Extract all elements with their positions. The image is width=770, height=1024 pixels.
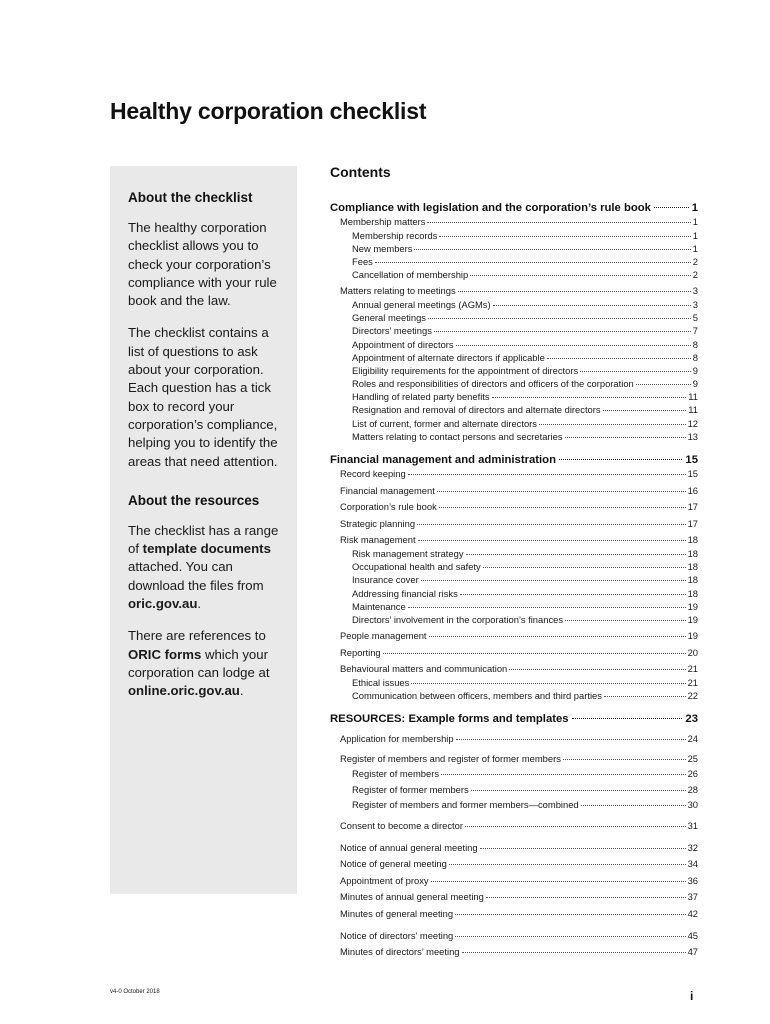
toc-entry[interactable] [330,930,698,944]
toc-entry-page: 30 [687,798,698,810]
toc-entry-label: Occupational health and safety [352,561,481,573]
toc-entry-page: 17 [687,517,698,529]
toc-entry[interactable] [330,647,698,661]
toc-section[interactable] [330,202,698,216]
toc-entry-page: 31 [687,820,698,831]
leader-dots [417,524,686,525]
toc-entry-page: 37 [687,891,698,903]
about-resources-para-2 [128,627,288,700]
toc-entry[interactable] [330,858,698,872]
about-checklist-para-2: The checklist contains a list of questions to ask about your corporation. Each question has a tick box to record your corporation’s compliance, helping you to identify the areas that need attention. [128,325,278,469]
toc-entry-label: Insurance cover [352,574,419,586]
table-of-contents [330,164,698,960]
leader-dots [437,491,686,492]
toc-entry[interactable] [330,468,698,482]
toc-entry-page: 18 [687,534,698,546]
toc-entry-page: 2 [692,255,698,267]
toc-entry-label: Minutes of general meeting [340,907,454,919]
page-title: Healthy corporation checklist [110,98,427,124]
toc-entry-label: Annual general meetings (AGMs) [352,298,491,310]
toc-entry[interactable] [330,216,698,230]
toc-entry-page: 19 [687,630,698,642]
toc-entry-page: 7 [692,325,698,337]
toc-entry-label: New members [352,242,413,254]
leader-dots [565,620,686,621]
toc-entry-page: 16 [687,484,698,496]
leader-dots [471,790,686,791]
toc-entry[interactable] [330,501,698,515]
footer-page-number: i [690,989,694,1003]
leader-dots [466,554,686,555]
toc-entry-label: Ethical issues [352,676,410,688]
toc-entry-page: 17 [687,501,698,513]
leader-dots [547,358,691,359]
leader-dots [604,696,686,697]
toc-entry-label: Financial management [340,484,435,496]
toc-subentry[interactable] [330,574,698,587]
toc-entry-label: Minutes of annual general meeting [340,891,484,903]
toc-subentry[interactable] [330,243,698,256]
leader-dots [603,410,687,411]
toc-entry[interactable] [330,630,698,644]
leader-dots [654,207,689,208]
toc-entry-page: 3 [692,298,698,310]
leader-dots [559,459,682,460]
toc-entry-page: 9 [692,364,698,376]
toc-entry-page: 1 [692,216,698,227]
toc-entry-label: General meetings [352,312,426,324]
toc-entry-label: Membership records [352,229,438,241]
toc-entry-page: 8 [692,351,698,363]
leader-dots [421,580,686,581]
about-resources-heading: About the resources [128,492,260,508]
toc-entry[interactable] [330,820,698,834]
toc-entry-label: Reporting [340,646,381,658]
leader-dots [449,864,686,865]
toc-entry[interactable] [330,518,698,532]
toc-entry-label: Eligibility requirements for the appointment of directors [352,364,579,376]
toc-entry-label: Notice of annual general meeting [340,841,478,853]
leader-dots [493,305,691,306]
toc-entry-page: 5 [692,312,698,324]
toc-subentry[interactable] [330,339,698,352]
online-oric-link[interactable]: online.oric.gov.au [128,683,240,699]
toc-entry-page: 18 [687,574,698,586]
toc-subentry[interactable] [330,256,698,269]
leader-dots [486,897,686,898]
toc-entry[interactable] [330,285,698,299]
toc-entry[interactable] [330,753,698,767]
toc-section-title: RESOURCES: Example forms and templates [330,713,569,726]
toc-subentry[interactable] [330,768,698,781]
leader-dots [408,607,686,608]
toc-subentry[interactable] [330,404,698,417]
leader-dots [414,249,690,250]
toc-entry-label: Appointment of alternate directors if applicable [352,351,545,363]
toc-subentry[interactable] [330,325,698,338]
leader-dots [460,594,686,595]
leader-dots [434,331,691,332]
toc-entry-label: Communication between officers, members and third parties [352,690,602,702]
toc-entry-page: 32 [687,841,698,853]
leader-dots [470,275,691,276]
toc-entry-page: 3 [692,285,698,297]
leader-dots [439,507,686,508]
toc-entry[interactable] [330,875,698,889]
leader-dots [427,222,690,223]
toc-entry[interactable] [330,733,698,747]
toc-entry[interactable] [330,485,698,499]
para3-text-3: . [197,596,202,612]
toc-entry-page: 34 [687,858,698,870]
leader-dots [539,424,686,425]
about-checklist-heading: About the checklist [128,190,253,205]
toc-entry-label: Addressing financial risks [352,587,458,599]
toc-entry-page: 18 [687,561,698,573]
toc-entry-label: Strategic planning [340,517,416,529]
toc-entry-label: People management [340,630,427,642]
toc-subentry[interactable] [330,299,698,312]
toc-subentry[interactable] [330,365,698,378]
template-documents-text: template documents [142,541,271,557]
leader-dots [456,345,691,346]
toc-entry-page: 47 [687,946,698,958]
leader-dots [408,474,686,475]
leader-dots [580,371,691,372]
toc-entry-label: Membership matters [340,216,426,227]
toc-subentry[interactable] [330,418,698,431]
toc-entry-label: Corporation’s rule book [340,501,437,513]
toc-entry-label: Roles and responsibilities of directors and officers of the corporation [352,378,634,390]
leader-dots [455,936,685,937]
leader-dots [456,739,686,740]
toc-section-title: Financial management and administration [330,454,556,466]
toc-entry-page: 19 [687,600,698,612]
toc-entry-page: 20 [687,646,698,658]
para3-text-2: attached. You can download the files from [128,559,264,593]
toc-subentry[interactable] [330,614,698,627]
toc-entry-page: 11 [688,391,698,403]
para4-text-1: There are references to [128,628,266,644]
toc-subentry[interactable] [330,269,698,282]
toc-entry-page: 1 [692,229,698,241]
toc-section-page: 1 [691,202,698,214]
toc-entry-page: 13 [687,430,698,442]
toc-entry-page: 15 [687,468,698,479]
toc-entry-label: Register of members and register of former members [340,752,561,764]
leader-dots [431,881,686,882]
leader-dots [418,540,686,541]
leader-dots [509,669,685,670]
toc-entry-label: Matters relating to meetings [340,285,456,297]
toc-entry-label: Risk management [340,534,416,546]
toc-entry-page: 21 [687,663,698,675]
toc-entry-page: 36 [687,874,698,886]
toc-entry-page: 11 [688,404,698,416]
toc-entry-label: Notice of directors’ meeting [340,929,454,941]
toc-entry-label: Maintenance [352,600,406,612]
toc-entry-label: Behavioural matters and communication [340,663,508,675]
toc-entry-label: Appointment of proxy [340,874,429,886]
leader-dots [480,848,686,849]
toc-entry-page: 22 [687,690,698,702]
toc-entry-page: 1 [692,242,698,254]
toc-section[interactable] [330,454,698,468]
toc-subentry[interactable] [330,561,698,574]
toc-subentry[interactable] [330,588,698,601]
leader-dots [383,653,686,654]
toc-entry-label: Notice of general meeting [340,858,447,870]
toc-entry-label: Matters relating to contact persons and secretaries [352,430,563,442]
leader-dots [439,236,690,237]
toc-entry-label: Appointment of directors [352,338,454,350]
toc-entry[interactable] [330,891,698,905]
toc-entry-label: Risk management strategy [352,547,464,559]
leader-dots [563,759,686,760]
toc-subentry[interactable] [330,799,698,812]
toc-entry-page: 21 [687,676,698,688]
toc-entry-label: Register of members and former members—combined [352,798,579,810]
toc-subentry[interactable] [330,431,698,444]
toc-section-page: 23 [685,713,698,726]
toc-entry[interactable] [330,663,698,677]
toc-entry-page: 19 [687,613,698,625]
toc-entry-page: 26 [687,768,698,780]
toc-entry-label: Register of members [352,768,440,780]
oric-website-link[interactable]: oric.gov.au [128,596,198,612]
toc-entry[interactable] [330,842,698,856]
toc-subentry[interactable] [330,784,698,797]
leader-dots [565,437,686,438]
toc-entry-label: Fees [352,255,373,267]
about-sidebar [110,166,297,894]
toc-entry-page: 24 [687,733,698,745]
toc-entry-label: Resignation and removal of directors and alternate directors [352,404,601,416]
contents-heading: Contents [330,164,391,180]
toc-section[interactable] [330,713,698,727]
toc-entry-page: 8 [692,338,698,350]
toc-subentry[interactable] [330,548,698,561]
toc-entry[interactable] [330,946,698,960]
toc-subentry[interactable] [330,690,698,703]
para4-text-3: . [239,683,244,699]
toc-entry-label: Directors’ involvement in the corporation’s finances [352,613,564,625]
leader-dots [581,805,686,806]
leader-dots [411,683,685,684]
toc-entry[interactable] [330,908,698,922]
toc-entry-label: List of current, former and alternate directors [352,417,537,429]
toc-subentry[interactable] [330,378,698,391]
toc-entry-label: Minutes of directors’ meeting [340,946,460,958]
para3-text-1: The checklist has a range of [128,522,279,557]
leader-dots [483,567,686,568]
leader-dots [465,826,686,827]
toc-subentry[interactable] [330,352,698,365]
toc-subentry[interactable] [330,230,698,243]
toc-subentry[interactable] [330,601,698,614]
toc-entry-page: 28 [687,783,698,795]
leader-dots [428,318,691,319]
para4-text-2: which your corporation can lodge at [128,646,270,680]
toc-subentry[interactable] [330,677,698,690]
toc-entry-page: 25 [687,752,698,764]
toc-subentry[interactable] [330,312,698,325]
leader-dots [462,952,686,953]
toc-entry-page: 45 [687,929,698,941]
toc-entry-label: Cancellation of membership [352,269,469,281]
toc-entry-label: Register of former members [352,783,469,795]
toc-entry-page: 12 [687,417,698,429]
toc-section-title: Compliance with legislation and the corporation’s rule book [330,202,651,214]
toc-entry-label: Record keeping [340,468,406,479]
toc-entry-page: 9 [692,378,698,390]
toc-entry-label: Handling of related party benefits [352,391,490,403]
toc-entry-label: Directors’ meetings [352,325,432,337]
oric-forms-text: ORIC forms [128,646,202,662]
sidebar-content [128,190,288,715]
leader-dots [375,262,691,263]
leader-dots [572,718,683,719]
toc-entry-label: Application for membership [340,733,454,745]
toc-subentry[interactable] [330,391,698,404]
toc-entry-page: 2 [692,269,698,281]
about-checklist-para-1: The healthy corporation checklist allows you to check your corporation’s compliance with your rule book and the law. [128,220,277,309]
leader-dots [441,774,686,775]
leader-dots [455,914,685,915]
toc-entry-label: Consent to become a director [340,820,463,831]
toc-entries [330,202,698,960]
about-resources-para-1 [128,522,288,613]
toc-entry[interactable] [330,534,698,548]
footer-version: v4-0 October 2018 [110,989,160,995]
toc-section-page: 15 [685,454,698,466]
toc-entry-page: 42 [687,907,698,919]
leader-dots [492,397,687,398]
leader-dots [458,291,691,292]
toc-entry-page: 18 [687,547,698,559]
leader-dots [636,384,691,385]
toc-entry-page: 18 [687,587,698,599]
leader-dots [429,636,686,637]
